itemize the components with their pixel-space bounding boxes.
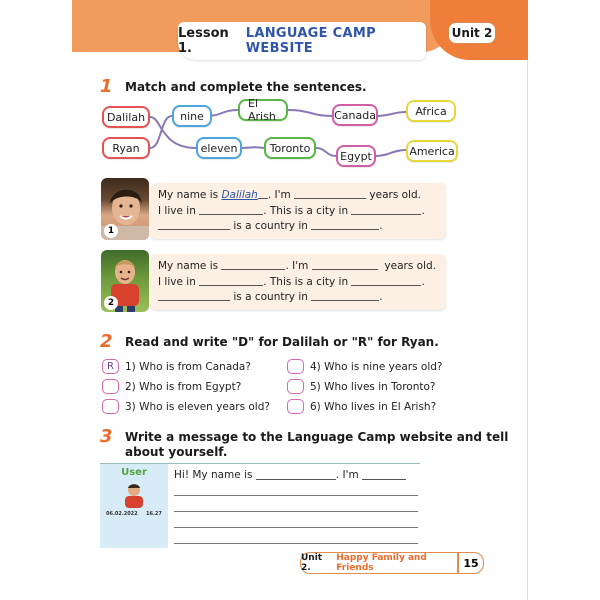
answer-box-3[interactable] <box>102 399 119 414</box>
question-6 <box>287 399 436 414</box>
message-line-3[interactable] <box>174 511 418 512</box>
card2-country-blank[interactable] <box>351 275 421 286</box>
chip-america[interactable]: America <box>406 140 458 162</box>
message-line-4[interactable] <box>174 527 418 528</box>
card1-country-start-blank[interactable] <box>158 219 230 230</box>
card2-years-old: years old. <box>384 260 436 272</box>
card1-name-blank-tail[interactable] <box>258 188 268 199</box>
card1-number: 1 <box>104 224 118 238</box>
card2-my-name: My name is <box>158 260 219 272</box>
question-4 <box>287 359 442 374</box>
message-name-blank[interactable] <box>256 469 336 480</box>
chip-nine[interactable]: nine <box>172 105 212 127</box>
card1-im: . I'm <box>267 189 291 201</box>
card1-age-blank[interactable] <box>294 188 366 199</box>
chip-dalilah[interactable]: Dalilah <box>102 106 150 128</box>
question-3 <box>102 399 270 414</box>
card2-city-blank[interactable] <box>199 275 263 286</box>
card1-years-old: years old. <box>369 189 421 201</box>
question-4-text: 4) Who is nine years old? <box>310 360 443 373</box>
post-time: 16.27 <box>146 511 162 517</box>
task3-instruction <box>125 430 508 460</box>
task1-number: 1 <box>100 76 113 97</box>
card2-country-text: is a country in <box>233 291 308 303</box>
question-5 <box>287 379 435 394</box>
chip-egypt[interactable]: Egypt <box>336 145 376 167</box>
chip-ryan[interactable]: Ryan <box>102 137 150 159</box>
answer-box-5[interactable] <box>287 379 304 394</box>
card2-i-live-in: I live in <box>158 275 196 288</box>
task3-instruction-line2: about yourself. <box>125 445 228 459</box>
card1-city-blank[interactable] <box>199 204 263 215</box>
message-line-5[interactable] <box>174 543 418 544</box>
question-6-text: 6) Who lives in El Arish? <box>310 400 437 413</box>
card2-country-start-blank[interactable] <box>158 290 230 301</box>
task3-instruction-line1: Write a message to the Language Camp website and tell <box>125 430 509 444</box>
message-hi-text: Hi! My name is <box>174 469 253 481</box>
footer-title: Happy Family and Friends <box>336 553 427 573</box>
answer-box-2[interactable] <box>102 379 119 394</box>
unit-badge: Unit 2 <box>448 22 496 44</box>
card1-city-text: . This is a city in <box>263 204 349 217</box>
card1-name-filled[interactable]: Dalilah <box>221 189 258 201</box>
question-1-text: 1) Who is from Canada? <box>125 360 251 373</box>
card2-city-text: . This is a city in <box>263 275 349 288</box>
card1-continent-blank[interactable] <box>311 219 379 230</box>
question-1 <box>102 359 251 374</box>
card2-name-blank[interactable] <box>221 259 285 270</box>
card-ryan: My name is . I'm years old. I live in . This is a city in . is a country in . <box>150 254 446 310</box>
card2-number: 2 <box>104 296 118 310</box>
footer-bar <box>300 552 458 574</box>
task2-instruction: Read and write "D" for Dalilah or "R" for Ryan. <box>125 335 439 349</box>
message-im-text: . I'm <box>335 469 359 481</box>
card2-im: . I'm <box>285 260 309 272</box>
question-2 <box>102 379 241 394</box>
lesson-number: Lesson 1. <box>178 26 229 56</box>
page-number: 15 <box>458 552 484 574</box>
chip-canada[interactable]: Canada <box>332 104 378 126</box>
message-age-blank[interactable] <box>362 469 406 480</box>
question-5-text: 5) Who lives in Toronto? <box>310 380 436 393</box>
question-3-text: 3) Who is eleven years old? <box>125 400 270 413</box>
task2-number: 2 <box>100 331 113 352</box>
lesson-title: LANGUAGE CAMP WEBSITE <box>245 26 376 56</box>
user-label: User <box>121 467 147 478</box>
card2-age-blank[interactable] <box>312 259 378 270</box>
answer-box-4[interactable] <box>287 359 304 374</box>
answer-box-1[interactable]: R <box>102 359 119 374</box>
footer-unit: Unit 2. <box>301 553 323 573</box>
answer-box-6[interactable] <box>287 399 304 414</box>
card1-my-name: My name is <box>158 189 219 201</box>
question-2-text: 2) Who is from Egypt? <box>125 380 242 393</box>
chip-toronto[interactable]: Toronto <box>264 137 316 159</box>
chip-eleven[interactable]: eleven <box>196 137 242 159</box>
post-date: 06.02.2022 <box>106 511 138 517</box>
task1-instruction: Match and complete the sentences. <box>125 80 367 94</box>
card1-country-text: is a country in <box>233 220 308 232</box>
message-line-2[interactable] <box>174 495 418 496</box>
chip-el-arish[interactable]: El Arish <box>238 99 288 121</box>
task3-number: 3 <box>100 426 113 447</box>
message-first-line <box>174 469 406 481</box>
card1-country-blank[interactable] <box>351 204 421 215</box>
card2-continent-blank[interactable] <box>311 290 379 301</box>
card-dalilah: My name is Dalilah . I'm years old. I live in . This is a city in . is a country in . <box>150 183 446 239</box>
chip-africa[interactable]: Africa <box>406 100 456 122</box>
card1-i-live-in: I live in <box>158 204 196 217</box>
